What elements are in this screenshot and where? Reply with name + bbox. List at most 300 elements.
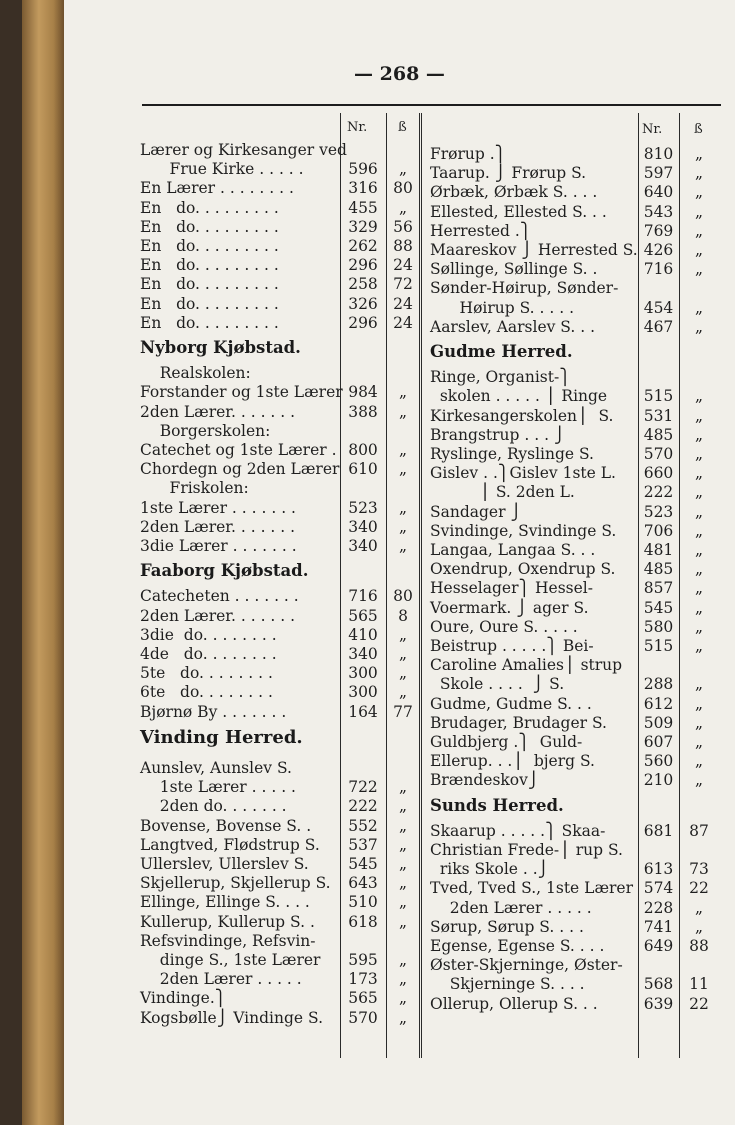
right-table-row bbox=[430, 917, 719, 937]
entry-skilling: „ bbox=[694, 502, 704, 521]
right-table-row bbox=[430, 502, 719, 522]
entry-skilling: „ bbox=[694, 752, 704, 771]
entry-skilling: „ bbox=[398, 625, 408, 644]
entry-skilling: „ bbox=[398, 970, 408, 989]
left-table-row bbox=[140, 586, 420, 606]
entry-label: En Lærer . . . . . . . . bbox=[140, 179, 294, 198]
entry-number: 612 bbox=[643, 694, 674, 713]
entry-number: 570 bbox=[348, 1008, 378, 1027]
entry-number: 467 bbox=[643, 317, 674, 336]
entry-label: Ørbæk, Ørbæk S. . . . bbox=[430, 183, 598, 202]
entry-number: 515 bbox=[643, 637, 674, 655]
right-table-row bbox=[430, 444, 719, 464]
entry-number: 300 bbox=[348, 664, 378, 683]
entry-skilling: „ bbox=[694, 733, 704, 751]
entry-label: Taarup. ⎭ Frørup S. bbox=[430, 164, 587, 183]
right-header-nr: Nr. bbox=[642, 122, 663, 137]
entry-skilling: „ bbox=[694, 298, 704, 317]
left-section-heading: Nyborg Kjøbstad. bbox=[140, 338, 301, 357]
entry-number: 326 bbox=[348, 294, 378, 313]
entry-label: En do. . . . . . . . . bbox=[140, 313, 279, 332]
entry-label: 2den Lærer . . . . . bbox=[140, 970, 302, 989]
right-table-row bbox=[430, 221, 719, 241]
entry-number: 222 bbox=[643, 483, 674, 502]
entry-label: Realskolen: bbox=[140, 364, 251, 383]
entry-label: riks Skole . .⎭ bbox=[430, 860, 550, 879]
entry-skilling: 24 bbox=[393, 313, 413, 332]
entry-number: 597 bbox=[643, 164, 674, 183]
right-table-row bbox=[430, 367, 719, 387]
entry-label: 2den Lærer. . . . . . . bbox=[140, 606, 296, 625]
entry-number: 485 bbox=[643, 425, 674, 444]
entry-label: En do. . . . . . . . . bbox=[140, 237, 279, 255]
entry-number: 258 bbox=[348, 275, 378, 294]
left-table-row bbox=[140, 294, 420, 314]
entry-number: 741 bbox=[643, 917, 674, 936]
entry-label: Refsvindinge, Refsvin- bbox=[140, 931, 316, 950]
entry-label: Tved, Tved S., 1ste Lærer bbox=[430, 879, 634, 898]
left-table-row bbox=[140, 816, 420, 836]
entry-label: Sønder-Høirup, Sønder- bbox=[430, 279, 619, 298]
entry-skilling: 56 bbox=[393, 217, 413, 236]
entry-number: 722 bbox=[348, 778, 378, 797]
entry-number: 509 bbox=[643, 713, 674, 732]
entry-skilling: „ bbox=[398, 989, 408, 1008]
entry-label: Herrested .⎫ bbox=[430, 221, 532, 240]
entry-label: Lærer og Kirkesanger ved bbox=[140, 141, 347, 159]
right-table-row bbox=[430, 278, 719, 298]
right-table-row bbox=[430, 898, 719, 918]
entry-number: 596 bbox=[348, 160, 378, 179]
entry-label: Aarslev, Aarslev S. . . bbox=[430, 317, 596, 336]
entry-skilling: „ bbox=[398, 383, 408, 402]
right-table-row bbox=[430, 482, 719, 502]
entry-number: 316 bbox=[348, 179, 378, 198]
entry-number: 574 bbox=[643, 879, 674, 898]
entry-number: 857 bbox=[643, 579, 674, 598]
entry-skilling: „ bbox=[398, 874, 408, 893]
entry-number: 523 bbox=[643, 502, 674, 521]
entry-skilling: 24 bbox=[393, 294, 413, 313]
right-table-row bbox=[430, 974, 719, 994]
entry-label: Christian Frede-⎪ rup S. bbox=[430, 841, 623, 859]
right-table-row bbox=[430, 240, 719, 260]
entry-label: Ellerup. . .⎪ bjerg S. bbox=[430, 752, 595, 771]
right-table-row bbox=[430, 386, 719, 406]
right-table-row bbox=[430, 821, 719, 841]
right-table-row bbox=[430, 182, 719, 202]
left-table-row bbox=[140, 625, 420, 645]
left-table-row bbox=[140, 988, 420, 1008]
entry-number: 560 bbox=[643, 752, 674, 771]
entry-skilling: 73 bbox=[689, 860, 709, 879]
entry-skilling: „ bbox=[694, 675, 704, 694]
right-table-row bbox=[430, 540, 719, 560]
entry-skilling: „ bbox=[694, 464, 704, 483]
right-table-row bbox=[430, 521, 719, 541]
entry-label: Brudager, Brudager S. bbox=[430, 713, 607, 732]
entry-skilling: „ bbox=[694, 617, 704, 636]
entry-skilling: „ bbox=[694, 406, 704, 425]
entry-label: Vindinge.⎫ bbox=[140, 989, 227, 1008]
entry-label: Ringe, Organist-⎫ bbox=[430, 368, 571, 387]
entry-number: 810 bbox=[643, 145, 674, 163]
entry-label: 3die Lærer . . . . . . . bbox=[140, 537, 297, 555]
entry-skilling: 22 bbox=[689, 994, 709, 1013]
entry-label: Chordegn og 2den Lærer bbox=[140, 460, 340, 479]
entry-skilling: „ bbox=[398, 778, 408, 797]
entry-number: 565 bbox=[348, 989, 378, 1008]
entry-label: Beistrup . . . . .⎫ Bei- bbox=[430, 637, 594, 655]
entry-skilling: „ bbox=[398, 855, 408, 873]
entry-number: 296 bbox=[348, 256, 378, 275]
entry-skilling: „ bbox=[694, 183, 704, 202]
right-table-row bbox=[430, 713, 719, 733]
entry-label: Sandager ⎭ bbox=[430, 502, 523, 521]
entry-label: Ellested, Ellested S. . . bbox=[430, 202, 607, 221]
entry-label: Langaa, Langaa S. . . bbox=[430, 541, 596, 559]
entry-skilling: „ bbox=[694, 221, 704, 240]
right-header-s: ß bbox=[694, 122, 703, 137]
entry-label: Kullerup, Kullerup S. . bbox=[140, 912, 315, 931]
right-section-heading: Sunds Herred. bbox=[430, 795, 564, 815]
entry-label: Gislev . .⎫Gislev 1ste L. bbox=[430, 464, 616, 483]
entry-number: 410 bbox=[348, 625, 378, 644]
entry-label: Bjørnø By . . . . . . . bbox=[140, 702, 287, 721]
entry-label: Egense, Egense S. . . . bbox=[430, 937, 605, 955]
entry-skilling: „ bbox=[398, 912, 408, 931]
entry-number: 537 bbox=[348, 835, 378, 854]
entry-number: 222 bbox=[348, 797, 378, 816]
right-table-row bbox=[430, 936, 719, 956]
entry-label: Bovense, Bovense S. . bbox=[140, 816, 312, 835]
entry-skilling: „ bbox=[398, 402, 408, 421]
entry-number: 570 bbox=[643, 445, 674, 463]
entry-skilling: 72 bbox=[393, 275, 413, 294]
entry-number: 769 bbox=[643, 221, 674, 240]
left-table-row bbox=[140, 459, 420, 479]
entry-number: 716 bbox=[643, 260, 674, 279]
left-table-row bbox=[140, 274, 420, 294]
left-table-row bbox=[140, 912, 420, 932]
entry-number: 531 bbox=[643, 406, 674, 425]
left-section-heading: Vinding Herred. bbox=[140, 726, 303, 748]
entry-skilling: „ bbox=[398, 816, 408, 835]
entry-number: 300 bbox=[348, 683, 378, 702]
entry-label: Skaarup . . . . .⎫ Skaa- bbox=[430, 821, 606, 840]
left-table-row bbox=[140, 702, 420, 722]
left-table-row bbox=[140, 478, 420, 498]
entry-skilling: 87 bbox=[689, 821, 709, 840]
right-table-row bbox=[430, 994, 719, 1014]
entry-number: 565 bbox=[348, 606, 378, 625]
entry-number: 607 bbox=[643, 733, 674, 751]
entry-label: Forstander og 1ste Lærer bbox=[140, 383, 343, 402]
right-table-row bbox=[430, 578, 719, 598]
left-table-row bbox=[140, 969, 420, 989]
entry-label: Skole . . . . ⎭ S. bbox=[430, 675, 565, 694]
entry-number: 660 bbox=[643, 464, 674, 483]
entry-label: Borgerskolen: bbox=[140, 421, 271, 440]
entry-skilling: „ bbox=[398, 1008, 408, 1027]
entry-skilling: „ bbox=[398, 160, 408, 179]
entry-skilling: 22 bbox=[689, 879, 709, 898]
entry-number: 481 bbox=[643, 541, 674, 559]
entry-skilling: „ bbox=[398, 893, 408, 912]
entry-skilling: „ bbox=[694, 445, 704, 463]
entry-skilling: „ bbox=[694, 713, 704, 732]
left-table-row bbox=[140, 682, 420, 702]
entry-number: 340 bbox=[348, 645, 378, 663]
entry-skilling: „ bbox=[398, 441, 408, 459]
entry-label: Frørup .⎫ bbox=[430, 145, 507, 163]
entry-label: Skjerninge S. . . . bbox=[430, 975, 585, 994]
entry-number: 288 bbox=[643, 675, 674, 694]
left-table-row bbox=[140, 892, 420, 912]
right-table-row bbox=[430, 751, 719, 771]
left-table-row bbox=[140, 382, 420, 402]
left-table-row bbox=[140, 835, 420, 855]
entry-skilling: „ bbox=[694, 425, 704, 444]
right-table-row bbox=[430, 694, 719, 714]
left-header-nr: Nr. bbox=[347, 120, 368, 135]
entry-label: ⎪ S. 2den L. bbox=[430, 483, 575, 502]
entry-label: Caroline Amalies⎪ strup bbox=[430, 656, 623, 675]
entry-skilling: „ bbox=[694, 598, 704, 617]
entry-number: 613 bbox=[643, 860, 674, 879]
left-table-row bbox=[140, 950, 420, 970]
entry-skilling: „ bbox=[398, 517, 408, 536]
right-table-row bbox=[430, 636, 719, 656]
entry-label: 4de do. . . . . . . . bbox=[140, 645, 277, 663]
left-table-row bbox=[140, 402, 420, 422]
right-section-heading: Gudme Herred. bbox=[430, 342, 573, 361]
entry-label: Ryslinge, Ryslinge S. bbox=[430, 445, 594, 463]
entry-number: 543 bbox=[643, 202, 674, 221]
left-table-row bbox=[140, 217, 420, 237]
left-table-row bbox=[140, 517, 420, 537]
entry-label: En do. . . . . . . . . bbox=[140, 294, 279, 313]
entry-skilling: „ bbox=[398, 683, 408, 702]
entry-skilling: „ bbox=[398, 498, 408, 517]
entry-number: 426 bbox=[643, 241, 674, 259]
entry-label: Catecheten . . . . . . . bbox=[140, 587, 299, 606]
entry-number: 454 bbox=[643, 298, 674, 317]
entry-skilling: 88 bbox=[393, 237, 413, 255]
entry-number: 329 bbox=[348, 217, 378, 236]
entry-label: Kogsbølle⎭ Vindinge S. bbox=[140, 1008, 324, 1027]
entry-label: Svindinge, Svindinge S. bbox=[430, 521, 617, 540]
entry-number: 618 bbox=[348, 912, 378, 931]
book-binding-edge bbox=[22, 0, 64, 1125]
left-section-heading: Faaborg Kjøbstad. bbox=[140, 561, 309, 581]
entry-number: 485 bbox=[643, 560, 674, 579]
right-table-row bbox=[430, 840, 719, 860]
entry-label: 3die do. . . . . . . . bbox=[140, 625, 277, 644]
entry-label: dinge S., 1ste Lærer bbox=[140, 951, 321, 969]
entry-number: 545 bbox=[643, 598, 674, 617]
right-table-row bbox=[430, 674, 719, 694]
entry-number: 706 bbox=[643, 521, 674, 540]
left-table-row bbox=[140, 1008, 420, 1028]
entry-label: Skjellerup, Skjellerup S. bbox=[140, 874, 331, 893]
right-table-row bbox=[430, 859, 719, 879]
left-table-row bbox=[140, 663, 420, 683]
entry-label: 2den Lærer . . . . . bbox=[430, 898, 592, 917]
entry-skilling: „ bbox=[694, 241, 704, 259]
entry-skilling: „ bbox=[694, 387, 704, 406]
entry-number: 164 bbox=[348, 702, 378, 721]
entry-skilling: 88 bbox=[689, 937, 709, 955]
left-table-row bbox=[140, 236, 420, 256]
entry-label: Søllinge, Søllinge S. . bbox=[430, 260, 598, 279]
entry-label: Guldbjerg .⎫ Guld- bbox=[430, 733, 583, 751]
entry-label: 1ste Lærer . . . . . . . bbox=[140, 498, 296, 517]
left-table-row bbox=[140, 363, 420, 383]
entry-skilling: 8 bbox=[398, 606, 408, 625]
left-table-row bbox=[140, 255, 420, 275]
entry-number: 173 bbox=[348, 970, 378, 989]
right-table-row bbox=[430, 955, 719, 975]
entry-number: 649 bbox=[643, 937, 674, 955]
left-table-row bbox=[140, 313, 420, 333]
left-table-row bbox=[140, 758, 420, 778]
entry-label: En do. . . . . . . . . bbox=[140, 256, 279, 275]
entry-label: Hesselager⎫ Hessel- bbox=[430, 579, 593, 598]
entry-skilling: „ bbox=[694, 260, 704, 279]
entry-skilling: „ bbox=[694, 202, 704, 221]
entry-number: 595 bbox=[348, 951, 378, 969]
right-table-row bbox=[430, 425, 719, 445]
entry-label: Kirkesangerskolen⎪ S. bbox=[430, 406, 614, 425]
right-table-row bbox=[430, 406, 719, 426]
entry-label: 2den Lærer. . . . . . . bbox=[140, 402, 296, 421]
entry-label: Gudme, Gudme S. . . bbox=[430, 694, 592, 713]
entry-number: 984 bbox=[348, 383, 378, 402]
entry-number: 340 bbox=[348, 537, 378, 555]
entry-skilling: „ bbox=[398, 835, 408, 854]
entry-skilling: „ bbox=[694, 917, 704, 936]
entry-skilling: „ bbox=[694, 637, 704, 655]
entry-number: 552 bbox=[348, 816, 378, 835]
left-table-row bbox=[140, 931, 420, 951]
entry-label: 6te do. . . . . . . . bbox=[140, 683, 273, 702]
left-table-row bbox=[140, 606, 420, 626]
right-table-row bbox=[430, 878, 719, 898]
entry-skilling: „ bbox=[694, 898, 704, 917]
right-table-row bbox=[430, 770, 719, 790]
entry-skilling: „ bbox=[694, 771, 704, 790]
entry-label: 5te do. . . . . . . . bbox=[140, 664, 273, 683]
entry-label: 2den do. . . . . . . bbox=[140, 797, 287, 816]
entry-label: Høirup S. . . . . bbox=[430, 298, 575, 317]
entry-skilling: 80 bbox=[393, 179, 413, 198]
entry-skilling: „ bbox=[398, 951, 408, 969]
entry-label: Sørup, Sørup S. . . . bbox=[430, 917, 584, 936]
entry-skilling: „ bbox=[694, 164, 704, 183]
entry-skilling: 11 bbox=[689, 975, 709, 994]
entry-skilling: „ bbox=[694, 694, 704, 713]
left-table-row bbox=[140, 536, 420, 556]
entry-number: 681 bbox=[643, 821, 674, 840]
entry-label: Langtved, Flødstrup S. bbox=[140, 835, 320, 854]
entry-skilling: „ bbox=[694, 145, 704, 163]
entry-label: Aunslev, Aunslev S. bbox=[140, 759, 292, 777]
entry-label: Brangstrup . . . ⎭ bbox=[430, 425, 566, 444]
entry-label: 2den Lærer. . . . . . . bbox=[140, 517, 296, 536]
entry-skilling: „ bbox=[694, 317, 704, 336]
entry-label: Friskolen: bbox=[140, 479, 249, 498]
entry-skilling: „ bbox=[694, 579, 704, 598]
entry-number: 523 bbox=[348, 498, 378, 517]
left-table-row bbox=[140, 178, 420, 198]
entry-number: 296 bbox=[348, 313, 378, 332]
left-table-row bbox=[140, 198, 420, 218]
left-table-row bbox=[140, 140, 420, 160]
entry-number: 610 bbox=[348, 460, 378, 479]
entry-number: 640 bbox=[643, 183, 674, 202]
right-table-row bbox=[430, 559, 719, 579]
entry-skilling: 80 bbox=[393, 587, 413, 606]
entry-label: 1ste Lærer . . . . . bbox=[140, 778, 296, 797]
left-table-row bbox=[140, 421, 420, 441]
entry-label: En do. . . . . . . . . bbox=[140, 198, 279, 217]
entry-number: 643 bbox=[348, 874, 378, 893]
entry-number: 455 bbox=[348, 198, 378, 217]
entry-skilling: „ bbox=[398, 537, 408, 555]
entry-label: Ellinge, Ellinge S. . . . bbox=[140, 893, 310, 912]
entry-skilling: „ bbox=[694, 560, 704, 579]
entry-number: 568 bbox=[643, 975, 674, 994]
left-table-row bbox=[140, 159, 420, 179]
entry-number: 800 bbox=[348, 441, 378, 459]
entry-label: En do. . . . . . . . . bbox=[140, 217, 279, 236]
entry-label: skolen . . . . . ⎪ Ringe bbox=[430, 387, 608, 406]
entry-number: 228 bbox=[643, 898, 674, 917]
right-table-row bbox=[430, 144, 719, 164]
entry-label: Catechet og 1ste Lærer . bbox=[140, 441, 337, 459]
entry-skilling: „ bbox=[398, 664, 408, 683]
right-table-row bbox=[430, 202, 719, 222]
left-table-row bbox=[140, 796, 420, 816]
entry-skilling: „ bbox=[398, 797, 408, 816]
entry-number: 388 bbox=[348, 402, 378, 421]
entry-label: Brændeskov⎭ bbox=[430, 771, 540, 790]
right-table-row bbox=[430, 298, 719, 318]
entry-skilling: 77 bbox=[393, 702, 413, 721]
entry-label: Voermark. ⎭ ager S. bbox=[430, 598, 589, 617]
entry-label: En do. . . . . . . . . bbox=[140, 275, 279, 294]
right-table-row bbox=[430, 463, 719, 483]
book-spine bbox=[0, 0, 22, 1125]
right-table-row bbox=[430, 617, 719, 637]
left-table-row bbox=[140, 440, 420, 460]
entry-skilling: 24 bbox=[393, 256, 413, 275]
left-table-row bbox=[140, 777, 420, 797]
entry-number: 580 bbox=[643, 617, 674, 636]
entry-number: 716 bbox=[348, 587, 378, 606]
right-table-row bbox=[430, 732, 719, 752]
right-table-row bbox=[430, 259, 719, 279]
entry-label: Ollerup, Ollerup S. . . bbox=[430, 994, 598, 1013]
right-table-row bbox=[430, 317, 719, 337]
header-rule bbox=[142, 104, 721, 106]
right-table-row bbox=[430, 598, 719, 618]
entry-label: Oure, Oure S. . . . . bbox=[430, 617, 578, 636]
entry-skilling: „ bbox=[694, 483, 704, 502]
entry-skilling: „ bbox=[398, 198, 408, 217]
left-table-row bbox=[140, 644, 420, 664]
